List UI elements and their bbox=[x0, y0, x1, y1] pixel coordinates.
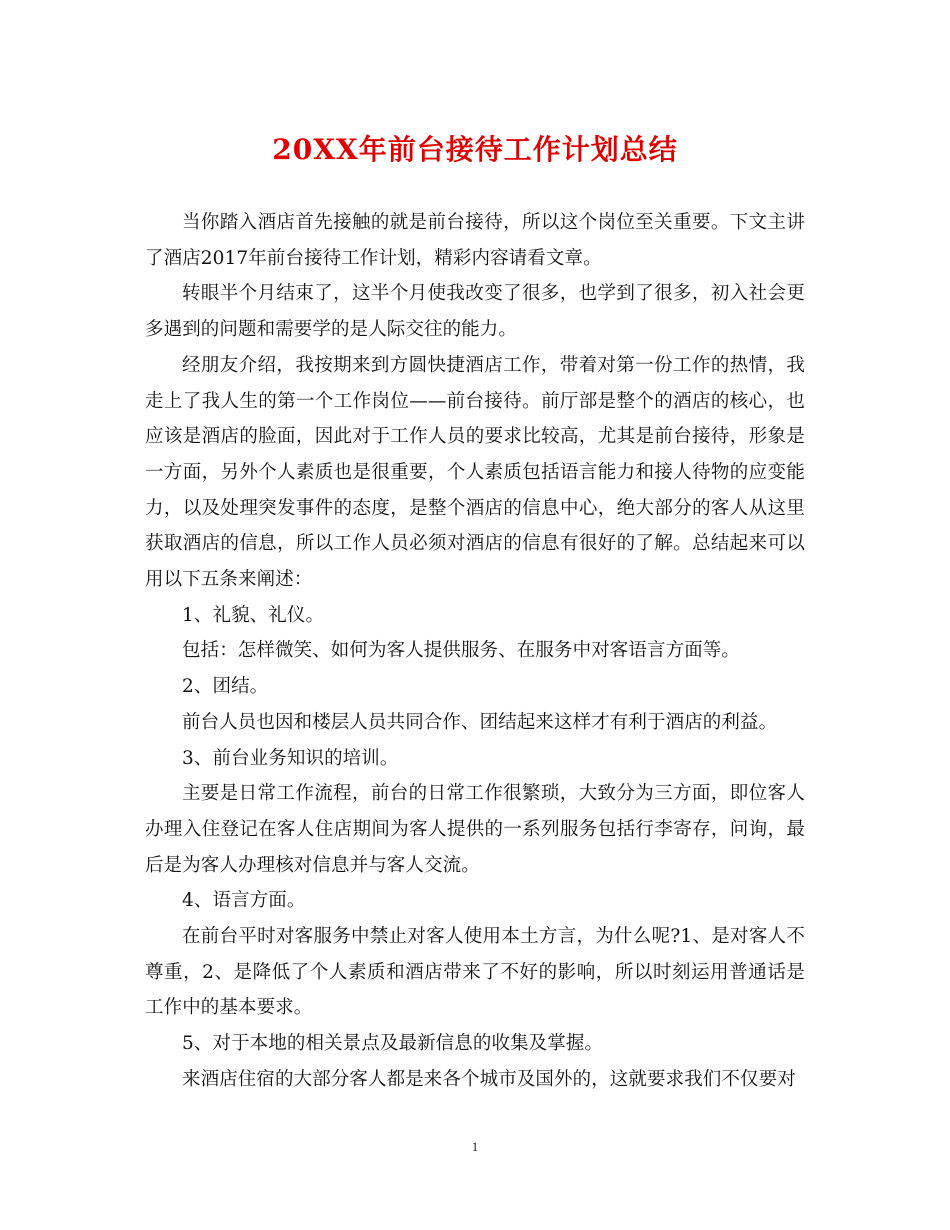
list-heading: 3、前台业务知识的培训。 bbox=[182, 747, 399, 769]
list-heading: 2、团结。 bbox=[182, 676, 269, 698]
paragraph: 转眼半个月结束了，这半个月使我改变了很多，也学到了很多，初入社会更多遇到的问题和需要学的是人际交往的能力。 bbox=[145, 283, 805, 341]
document-body bbox=[145, 205, 805, 1098]
paragraph: 主要是日常工作流程，前台的日常工作很繁琐，大致分为三方面，即位客人办理入住登记在客人住店期间为客人提供的一系列服务包括行李寄存，问询，最后是为客人办理核对信息并与客人交流。 bbox=[145, 783, 805, 876]
list-heading: 1、礼貌、礼仪。 bbox=[182, 604, 325, 626]
page-number: 1 bbox=[471, 1139, 479, 1154]
document-title: 20XX年前台接待工作计划总结 bbox=[272, 133, 678, 166]
paragraph: 在前台平时对客服务中禁止对客人使用本土方言，为什么呢?1、是对客人不尊重，2、是降低了个人素质和酒店带来了不好的影响，所以时刻运用普通话是工作中的基本要求。 bbox=[145, 926, 805, 1019]
list-heading: 4、语言方面。 bbox=[182, 890, 306, 912]
list-heading: 5、对于本地的相关景点及最新信息的收集及掌握。 bbox=[182, 1033, 604, 1055]
paragraph: 当你踏入酒店首先接触的就是前台接待，所以这个岗位至关重要。下文主讲了酒店2017年前台接待工作计划，精彩内容请看文章。 bbox=[145, 212, 805, 269]
paragraph: 来酒店住宿的大部分客人都是来各个城市及国外的，这就要求我们不仅要对 bbox=[182, 1068, 796, 1090]
paragraph: 经朋友介绍，我按期来到方圆快捷酒店工作，带着对第一份工作的热情，我走上了我人生的第一个工作岗位——前台接待。前厅部是整个的酒店的核心，也应该是酒店的脸面，因此对于工作人员的要求比较高，尤其是前台接待，形象是一方面，另外个人素质也是很重要，个人素质包括语言能力和接人待物的应变能力，以及处理突发事件的态度，是整个酒店的信息中心，绝大部分的客人从这里获取酒店的信息，所以工作人员必须对酒店的信息有很好的了解。总结起来可以用以下五条来阐述： bbox=[145, 354, 805, 591]
paragraph: 前台人员也因和楼层人员共同合作、团结起来这样才有利于酒店的利益。 bbox=[182, 711, 778, 733]
paragraph: 包括：怎样微笑、如何为客人提供服务、在服务中对客语言方面等。 bbox=[182, 640, 741, 662]
